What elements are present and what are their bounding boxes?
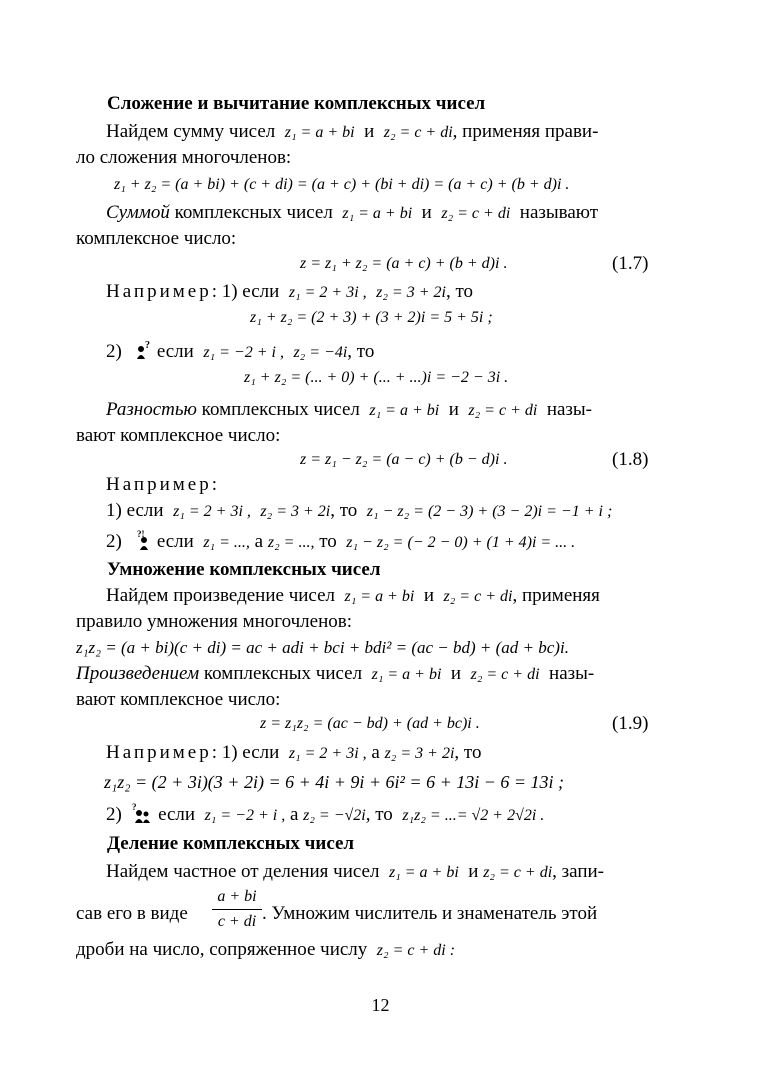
mul-formula: z₁z₂ = (a + bi)(c + di) = ac + adi + bci + bdi² = (ac − bd) + (ad + bc)i.	[76, 638, 569, 657]
difference-definition-formula: z = z₁ − z₂ = (a − c) + (b − d)i .	[300, 451, 508, 468]
div-intro-line2a: сав его в виде	[76, 903, 188, 924]
div-intro-line2b: . Умножим числитель и знаменатель этой	[262, 903, 598, 924]
equation-number-1-9: (1.9)	[612, 713, 649, 734]
page-number: 12	[371, 995, 390, 1015]
sub-example-label: Например:	[106, 474, 217, 495]
fraction-denominator: c + di	[217, 913, 257, 930]
add-formula: z₁ + z₂ = (a + bi) + (c + di) = (a + c) + (bi + di) = (a + c) + (b + d)i .	[114, 176, 570, 193]
equation-number-1-7: (1.7)	[612, 253, 649, 274]
mul-example2-line: 2) ? если z₁ = −2 + i , а z₂ = −√2i, то z₁z₂ = ...= √2 + 2√2i .	[106, 803, 545, 825]
svg-text:?!: ?!	[137, 530, 145, 539]
product-definition-line2: вают комплексное число:	[76, 689, 281, 710]
sub-example2-line: 2) ?! если z₁ = ..., а z₂ = ..., то z₁ − z₂ = (− 2 − 0) + (1 + 4)i = ... .	[106, 530, 576, 552]
sum-definition-formula: z = z₁ + z₂ = (a + c) + (b + d)i .	[300, 255, 508, 272]
product-definition-formula: z = z₁z₂ = (ac − bd) + (ad + bc)i .	[260, 715, 480, 732]
difference-definition-line2: вают комплексное число:	[76, 425, 281, 446]
div-intro-line1: Найдем частное от деления чисел z₁ = a + bi и z₂ = c + di, запи-	[106, 861, 604, 882]
sub-example1-line: 1) если z₁ = 2 + 3i , z₂ = 3 + 2i, то z₁ − z₂ = (2 − 3) + (3 − 2)i = −1 + i ;	[106, 500, 613, 521]
two-persons-question-icon	[131, 803, 153, 823]
sum-definition-line2: комплексное число:	[76, 228, 237, 249]
mul-intro-line2: правило умножения многочленов:	[76, 611, 352, 632]
add-example2-formula: z₁ + z₂ = (... + 0) + (... + ...)i = −2 − 3i .	[244, 369, 509, 386]
fraction-numerator: a + bi	[217, 888, 257, 905]
add-example2-line: 2) ? если z₁ = −2 + i , z₂ = −4i, то	[106, 340, 375, 362]
fraction-a-bi-over-c-di	[212, 887, 262, 932]
difference-definition-line1: Разностью комплексных чисел z₁ = a + bi и z₂ = c + di назы-	[106, 399, 593, 420]
person-question-exclamation-icon	[136, 530, 152, 550]
add-example1-line: Например: 1) если z₁ = 2 + 3i , z₂ = 3 + 2i, то	[106, 281, 474, 302]
heading-multiplication: Умножение комплексных чисел	[107, 559, 381, 580]
equation-number-1-8: (1.8)	[612, 449, 649, 470]
fraction-bar	[212, 909, 262, 910]
mul-example1-line: Например: 1) если z₁ = 2 + 3i , а z₂ = 3 + 2i, то	[106, 742, 482, 763]
heading-division: Деление комплексных чисел	[107, 833, 355, 854]
add-intro-line2: ло сложения многочленов:	[76, 147, 292, 168]
div-intro-line3: дроби на число, сопряженное числу z₂ = c + di :	[76, 939, 456, 960]
add-example1-formula: z₁ + z₂ = (2 + 3) + (3 + 2)i = 5 + 5i ;	[250, 309, 493, 326]
heading-addition: Сложение и вычитание комплексных чисел	[107, 93, 486, 114]
sum-definition-line1: Суммой комплексных чисел z₁ = a + bi и z₂ = c + di называют	[106, 202, 599, 223]
add-intro-line1: Найдем сумму чисел z₁ = a + bi и z₂ = c + di, применяя прави-	[106, 121, 599, 142]
person-question-icon	[136, 340, 152, 360]
svg-text:?: ?	[145, 340, 151, 351]
mul-intro-line1: Найдем произведение чисел z₁ = a + bi и z₂ = c + di, применяя	[106, 585, 600, 606]
product-definition-line1: Произведением комплексных чисел z₁ = a + bi и z₂ = c + di назы-	[76, 663, 595, 684]
mul-example1-formula: z₁z₂ = (2 + 3i)(3 + 2i) = 6 + 4i + 9i + 6i² = 6 + 13i − 6 = 13i ;	[104, 772, 565, 792]
svg-text:?: ?	[132, 803, 137, 812]
